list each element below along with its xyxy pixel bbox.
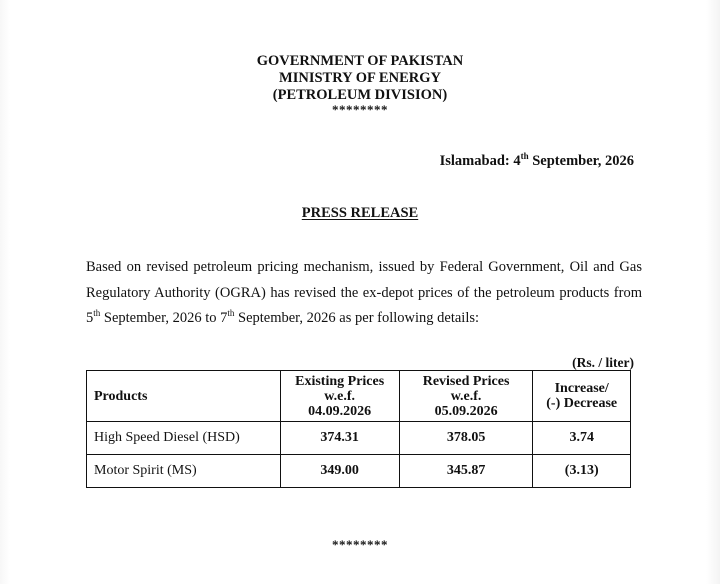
letterhead (0, 53, 720, 116)
header-revised-line2: w.e.f. (450, 388, 482, 404)
header-revised-line1: Revised Prices (422, 373, 510, 389)
table-row (87, 422, 631, 455)
header-change-line1: Increase/ (554, 381, 609, 396)
body-paragraph (86, 255, 642, 332)
header-existing-line1: Existing Prices (295, 373, 385, 389)
table-row (87, 455, 631, 488)
price-change: (3.13) (533, 455, 631, 488)
footer-stars: ******** (332, 537, 388, 552)
unit-note: (Rs. / liter) (572, 355, 634, 370)
revised-price: 378.05 (399, 422, 533, 455)
letterhead-division: (PETROLEUM DIVISION) (272, 87, 448, 103)
dateline-ordinal: th (520, 151, 529, 162)
header-change (533, 371, 631, 422)
letterhead-ministry: MINISTRY OF ENERGY (279, 70, 441, 86)
product-name: Motor Spirit (MS) (87, 455, 281, 488)
document-title (0, 205, 720, 222)
body-part-3: September, 2026 as per following details: (234, 310, 480, 326)
dateline (440, 153, 634, 170)
body-ordinal-2: th (227, 308, 235, 319)
existing-price: 374.31 (280, 422, 399, 455)
header-change-line2: (-) Decrease (546, 396, 618, 411)
product-name: High Speed Diesel (HSD) (87, 422, 281, 455)
press-release-heading: PRESS RELEASE (301, 205, 419, 221)
header-existing-line2: w.e.f. (324, 388, 356, 404)
dateline-prefix: Islamabad: 4 (439, 153, 521, 169)
price-table (86, 370, 631, 488)
header-products: Products (87, 371, 281, 422)
body-part-2: September, 2026 to 7 (100, 310, 228, 326)
body-ordinal-1: th (93, 308, 101, 319)
header-revised-prices (399, 371, 533, 422)
price-change: 3.74 (533, 422, 631, 455)
header-revised-line3: 05.09.2026 (434, 403, 498, 419)
table-header-row (87, 371, 631, 422)
existing-price: 349.00 (280, 455, 399, 488)
revised-price: 345.87 (399, 455, 533, 488)
dateline-suffix: September, 2026 (528, 153, 634, 169)
header-existing-line3: 04.09.2026 (308, 403, 372, 419)
header-existing-prices (280, 371, 399, 422)
body-part-1: Based on revised petroleum pricing mechanism, issued by Federal Government, Oil and Gas Regulatory Authority (OGRA) has revised the ex-depot prices of the petroleum products from 5 (86, 259, 642, 326)
letterhead-government: GOVERNMENT OF PAKISTAN (256, 53, 464, 69)
letterhead-stars: ******** (332, 102, 388, 117)
